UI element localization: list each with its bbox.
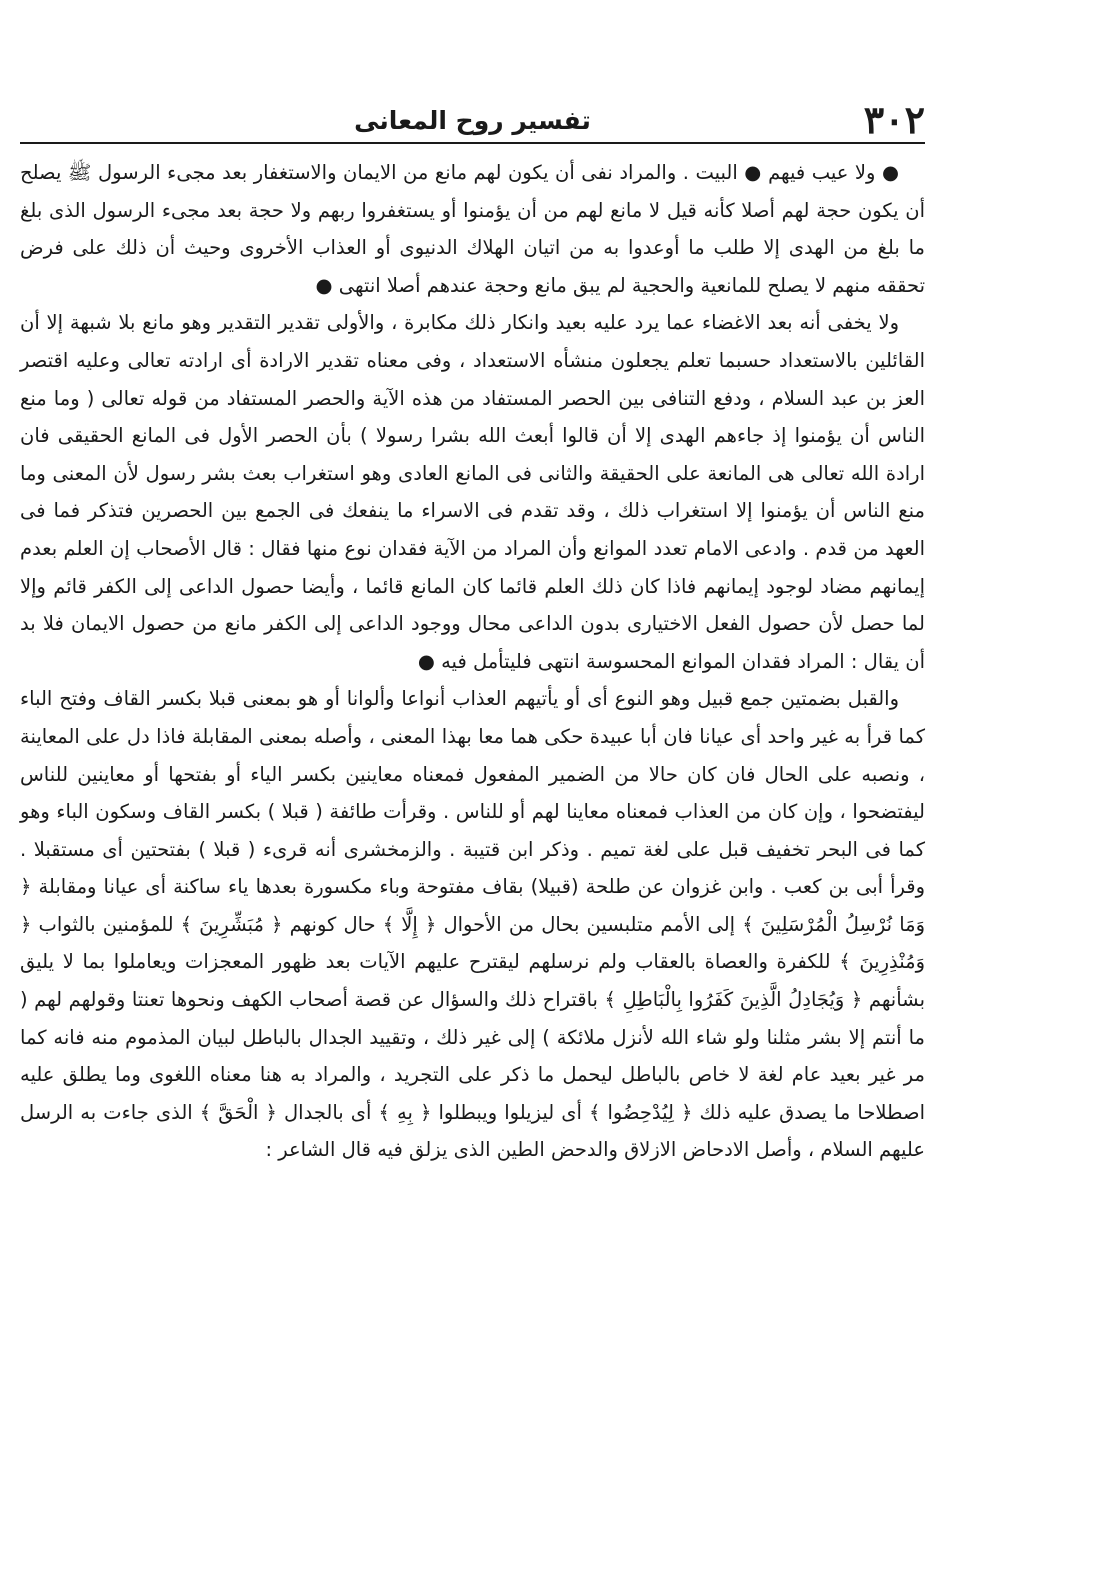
page-body — [20, 154, 925, 1169]
paragraph-1: ● ولا عيب فيهم ● البيت . والمراد نفى أن يكون لهم مانع من الايمان والاستغفار بعد مجىء الرسول ﷺ يصلح أن يكون حجة لهم أصلا كأنه قيل لا مانع لهم من أن يؤمنوا أو يستغفروا ربهم ولا حجة بعد مجىء الرسول الذى بلغ ما بلغ من الهدى إلا طلب ما أوعدوا به من اتيان الهلاك الدنيوى أو العذاب الأخروى وحيث أن ذلك على فرض تحققه منهم لا يصلح للمانعية والحجية لم يبق مانع وحجة عندهم أصلا انتهى ● — [20, 161, 925, 297]
running-title: تفسير روح المعانى — [354, 106, 591, 135]
page-header — [20, 60, 925, 144]
paragraph-2: ولا يخفى أنه بعد الاغضاء عما يرد عليه بعيد وانكار ذلك مكابرة ، والأولى تقدير التقدير وهو مانع بلا شبهة إلا أن القائلين بالاستعداد حسبما تعلم يجعلون منشأه الاستعداد ، وفى معناه تقدير الارادة أى ارادته تعالى وعليه اقتصر العز بن عبد السلام ، ودفع التنافى بين الحصر المستفاد من هذه الآية والحصر المستفاد من قوله تعالى ( وما منع الناس أن يؤمنوا إذ جاءهم الهدى إلا أن قالوا أبعث الله بشرا رسولا ) بأن الحصر الأول فى المانع الحقيقى فان ارادة الله تعالى هى المانعة على الحقيقة والثانى فى المانع العادى وهو استغراب بعث بشر رسول لأن المعنى وما منع الناس أن يؤمنوا إلا استغراب ذلك ، وقد تقدم فى الاسراء ما ينفعك فى الجمع بين الحصرين فتذكر فما فى العهد من قدم . وادعى الامام تعدد الموانع وأن المراد من الآية فقدان نوع منها فقال : قال الأصحاب إن العلم بعدم إيمانهم مضاد لوجود إيمانهم فاذا كان ذلك العلم قائما كان المانع قائما ، وأيضا حصول الداعى إلى الكفر قائم وإلا لما حصل لأن حصول الفعل الاختيارى بدون الداعى محال ووجود الداعى إلى الكفر مانع من حصول الايمان فلا بد أن يقال : المراد فقدان الموانع المحسوسة انتهى فليتأمل فيه ● — [20, 311, 925, 673]
paragraph-3: والقبل بضمتين جمع قبيل وهو النوع أى أو يأتيهم العذاب أنواعا وألوانا أو هو بمعنى قبلا بكسر القاف وفتح الباء كما قرأ به غير واحد أى عيانا فان أبا عبيدة حكى هما معا بهذا المعنى ، وأصله بمعنى المقابلة فاذا دل على المعاينة ، ونصبه على الحال فان كان حالا من الضمير المفعول فمعناه معاينين بكسر الياء أو بفتحها أو معاينين للناس ليفتضحوا ، وإن كان من العذاب فمعناه معاينا لهم أو للناس . وقرأت طائفة ( قبلا ) بكسر القاف وسكون الباء وهو كما فى البحر تخفيف قبل على لغة تميم . وذكر ابن قتيبة . والزمخشرى أنه قرىء ( قبلا ) بفتحتين أى مستقبلا . وقرأ أبى بن كعب . وابن غزوان عن طلحة (قبيلا) بقاف مفتوحة وباء مكسورة بعدها ياء ساكنة أى عيانا ومقابلة ﴿ وَمَا نُرْسِلُ الْمُرْسَلِينَ ﴾ إلى الأمم متلبسين بحال من الأحوال ﴿ إِلَّا ﴾ حال كونهم ﴿ مُبَشِّرِينَ ﴾ للمؤمنين بالثواب ﴿ وَمُنْذِرِينَ ﴾ للكفرة والعصاة بالعقاب ولم نرسلهم ليقترح عليهم الآيات بعد ظهور المعجزات ويعاملوا بما لا يليق بشأنهم ﴿ وَيُجَادِلُ الَّذِينَ كَفَرُوا بِالْبَاطِلِ ﴾ باقتراح ذلك والسؤال عن قصة أصحاب الكهف ونحوها تعنتا وقولهم لهم ( ما أنتم إلا بشر مثلنا ولو شاء الله لأنزل ملائكة ) إلى غير ذلك ، وتقييد الجدال بالباطل لبيان المذموم منه فانه كما مر غير بعيد عام لغة لا خاص بالباطل ليحمل ما ذكر على التجريد ، والمراد به هنا معناه اللغوى وما يطلق عليه اصطلاحا ما يصدق عليه ذلك ﴿ لِيُدْحِضُوا ﴾ أى ليزيلوا ويبطلوا ﴿ بِهِ ﴾ أى بالجدال ﴿ الْحَقَّ ﴾ الذى جاءت به الرسل عليهم السلام ، وأصل الادحاض الازلاق والدحض الطين الذى يزلق فيه قال الشاعر : — [20, 687, 925, 1162]
page-number: ٣٠٢ — [863, 97, 925, 142]
book-page — [20, 60, 925, 1510]
